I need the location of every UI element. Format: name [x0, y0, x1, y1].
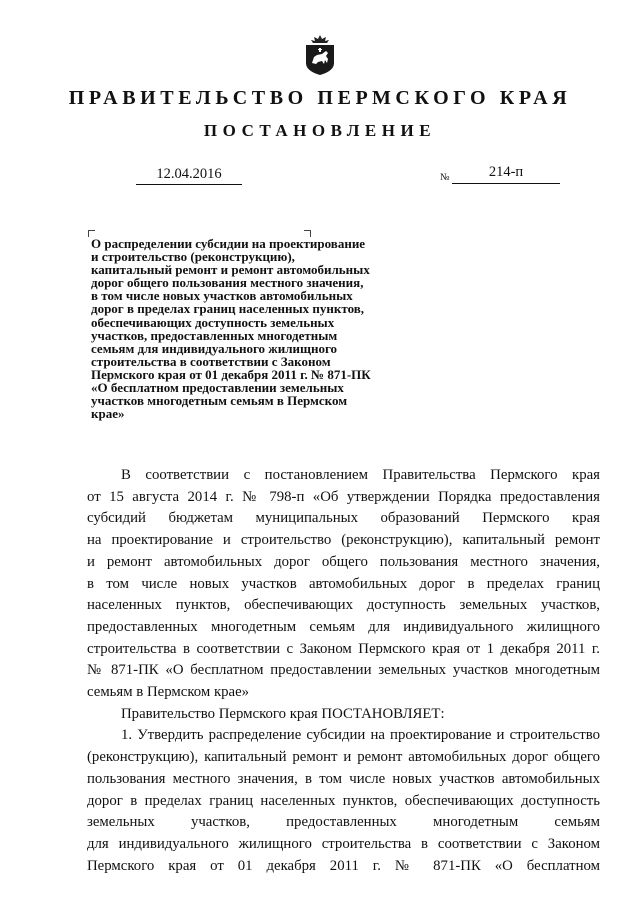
body-line: (реконструкцию), капитальный ремонт и ремонт автомобильных дорог общего	[87, 749, 600, 766]
paragraph-item-1	[87, 725, 600, 877]
subject-line: участков многодетным семьям в Пермском	[91, 393, 348, 409]
document-body	[87, 465, 600, 877]
paragraph-preamble	[87, 465, 600, 704]
body-line: Пермского края от 01 декабря 2011 г. № 871-ПК «О бесплатном	[87, 857, 600, 874]
subject-line: капитальный ремонт и ремонт автомобильных	[91, 262, 370, 278]
subject-line: семьям для индивидуального жилищного	[91, 340, 338, 356]
body-line: и ремонт автомобильных дорог общего пользования местного значения,	[87, 553, 600, 570]
subject-line: «О бесплатном предоставлении земельных	[91, 380, 344, 396]
organization-title: ПРАВИТЕЛЬСТВО ПЕРМСКОГО КРАЯ	[68, 87, 572, 109]
body-line: дорог в пределах границ населенных пунктов, обеспечивающих доступность	[87, 792, 600, 809]
body-line: семьям в Пермском крае»	[87, 684, 250, 701]
body-line: субсидий бюджетам муниципальных образований Пермского края	[87, 510, 600, 527]
subject-line: О распределении субсидии на проектирование	[91, 236, 366, 251]
body-line: земельных участков, предоставленных многодетным семьям	[87, 814, 600, 831]
body-line: в том числе новых участков автомобильных дорог в пределах границ	[87, 575, 600, 592]
subject-line: участков, предоставленных многодетным	[91, 327, 338, 343]
body-line: № 871-ПК «О бесплатном предоставлении земельных участков многодетным	[87, 662, 600, 679]
subject-line: дорог в пределах границ населенных пунктов,	[91, 301, 365, 317]
body-line: строительства в соответствии с Законом Пермского края от 1 декабря 2011 г.	[87, 640, 600, 657]
subject-line: в том числе новых участков автомобильных	[91, 288, 353, 304]
body-line: от 15 августа 2014 г. № 798-п «Об утверждении Порядка предоставления	[87, 488, 600, 505]
subject-line: строительства в соответствии с Законом	[91, 353, 331, 369]
document-date: 12.04.2016	[136, 166, 242, 185]
body-line: на проектирование и строительство (реконструкцию), капитальный ремонт	[87, 532, 600, 549]
body-line: предоставленных многодетным семьям для индивидуального жилищного	[87, 618, 600, 635]
subject-line: и строительство (реконструкцию),	[91, 249, 295, 265]
document-number: 214-п	[452, 164, 560, 184]
body-line: В соответствии с постановлением Правительства Пермского края	[121, 467, 600, 483]
subject-line: Пермского края от 01 декабря 2011 г. № 871-ПК	[91, 366, 371, 382]
paragraph-resolves: Правительство Пермского края ПОСТАНОВЛЯЕТ:	[121, 705, 445, 722]
coat-of-arms-icon	[302, 33, 338, 77]
document-type: ПОСТАНОВЛЕНИЕ	[203, 121, 437, 140]
subject-line: обеспечивающих доступность земельных	[91, 314, 335, 330]
body-line: населенных пунктов, обеспечивающих доступность земельных участков,	[87, 597, 600, 614]
body-line: пользования местного значения, в том числе новых участков автомобильных	[87, 770, 600, 787]
number-sign: №	[440, 172, 450, 183]
body-line: 1. Утвердить распределение субсидии на проектирование и строительство	[121, 727, 600, 744]
document-subject	[91, 237, 431, 420]
body-line: для индивидуального жилищного строительства в соответствии с Законом	[87, 835, 600, 852]
subject-line: крае»	[91, 406, 125, 422]
subject-line: дорог общего пользования местного значения,	[91, 275, 364, 291]
